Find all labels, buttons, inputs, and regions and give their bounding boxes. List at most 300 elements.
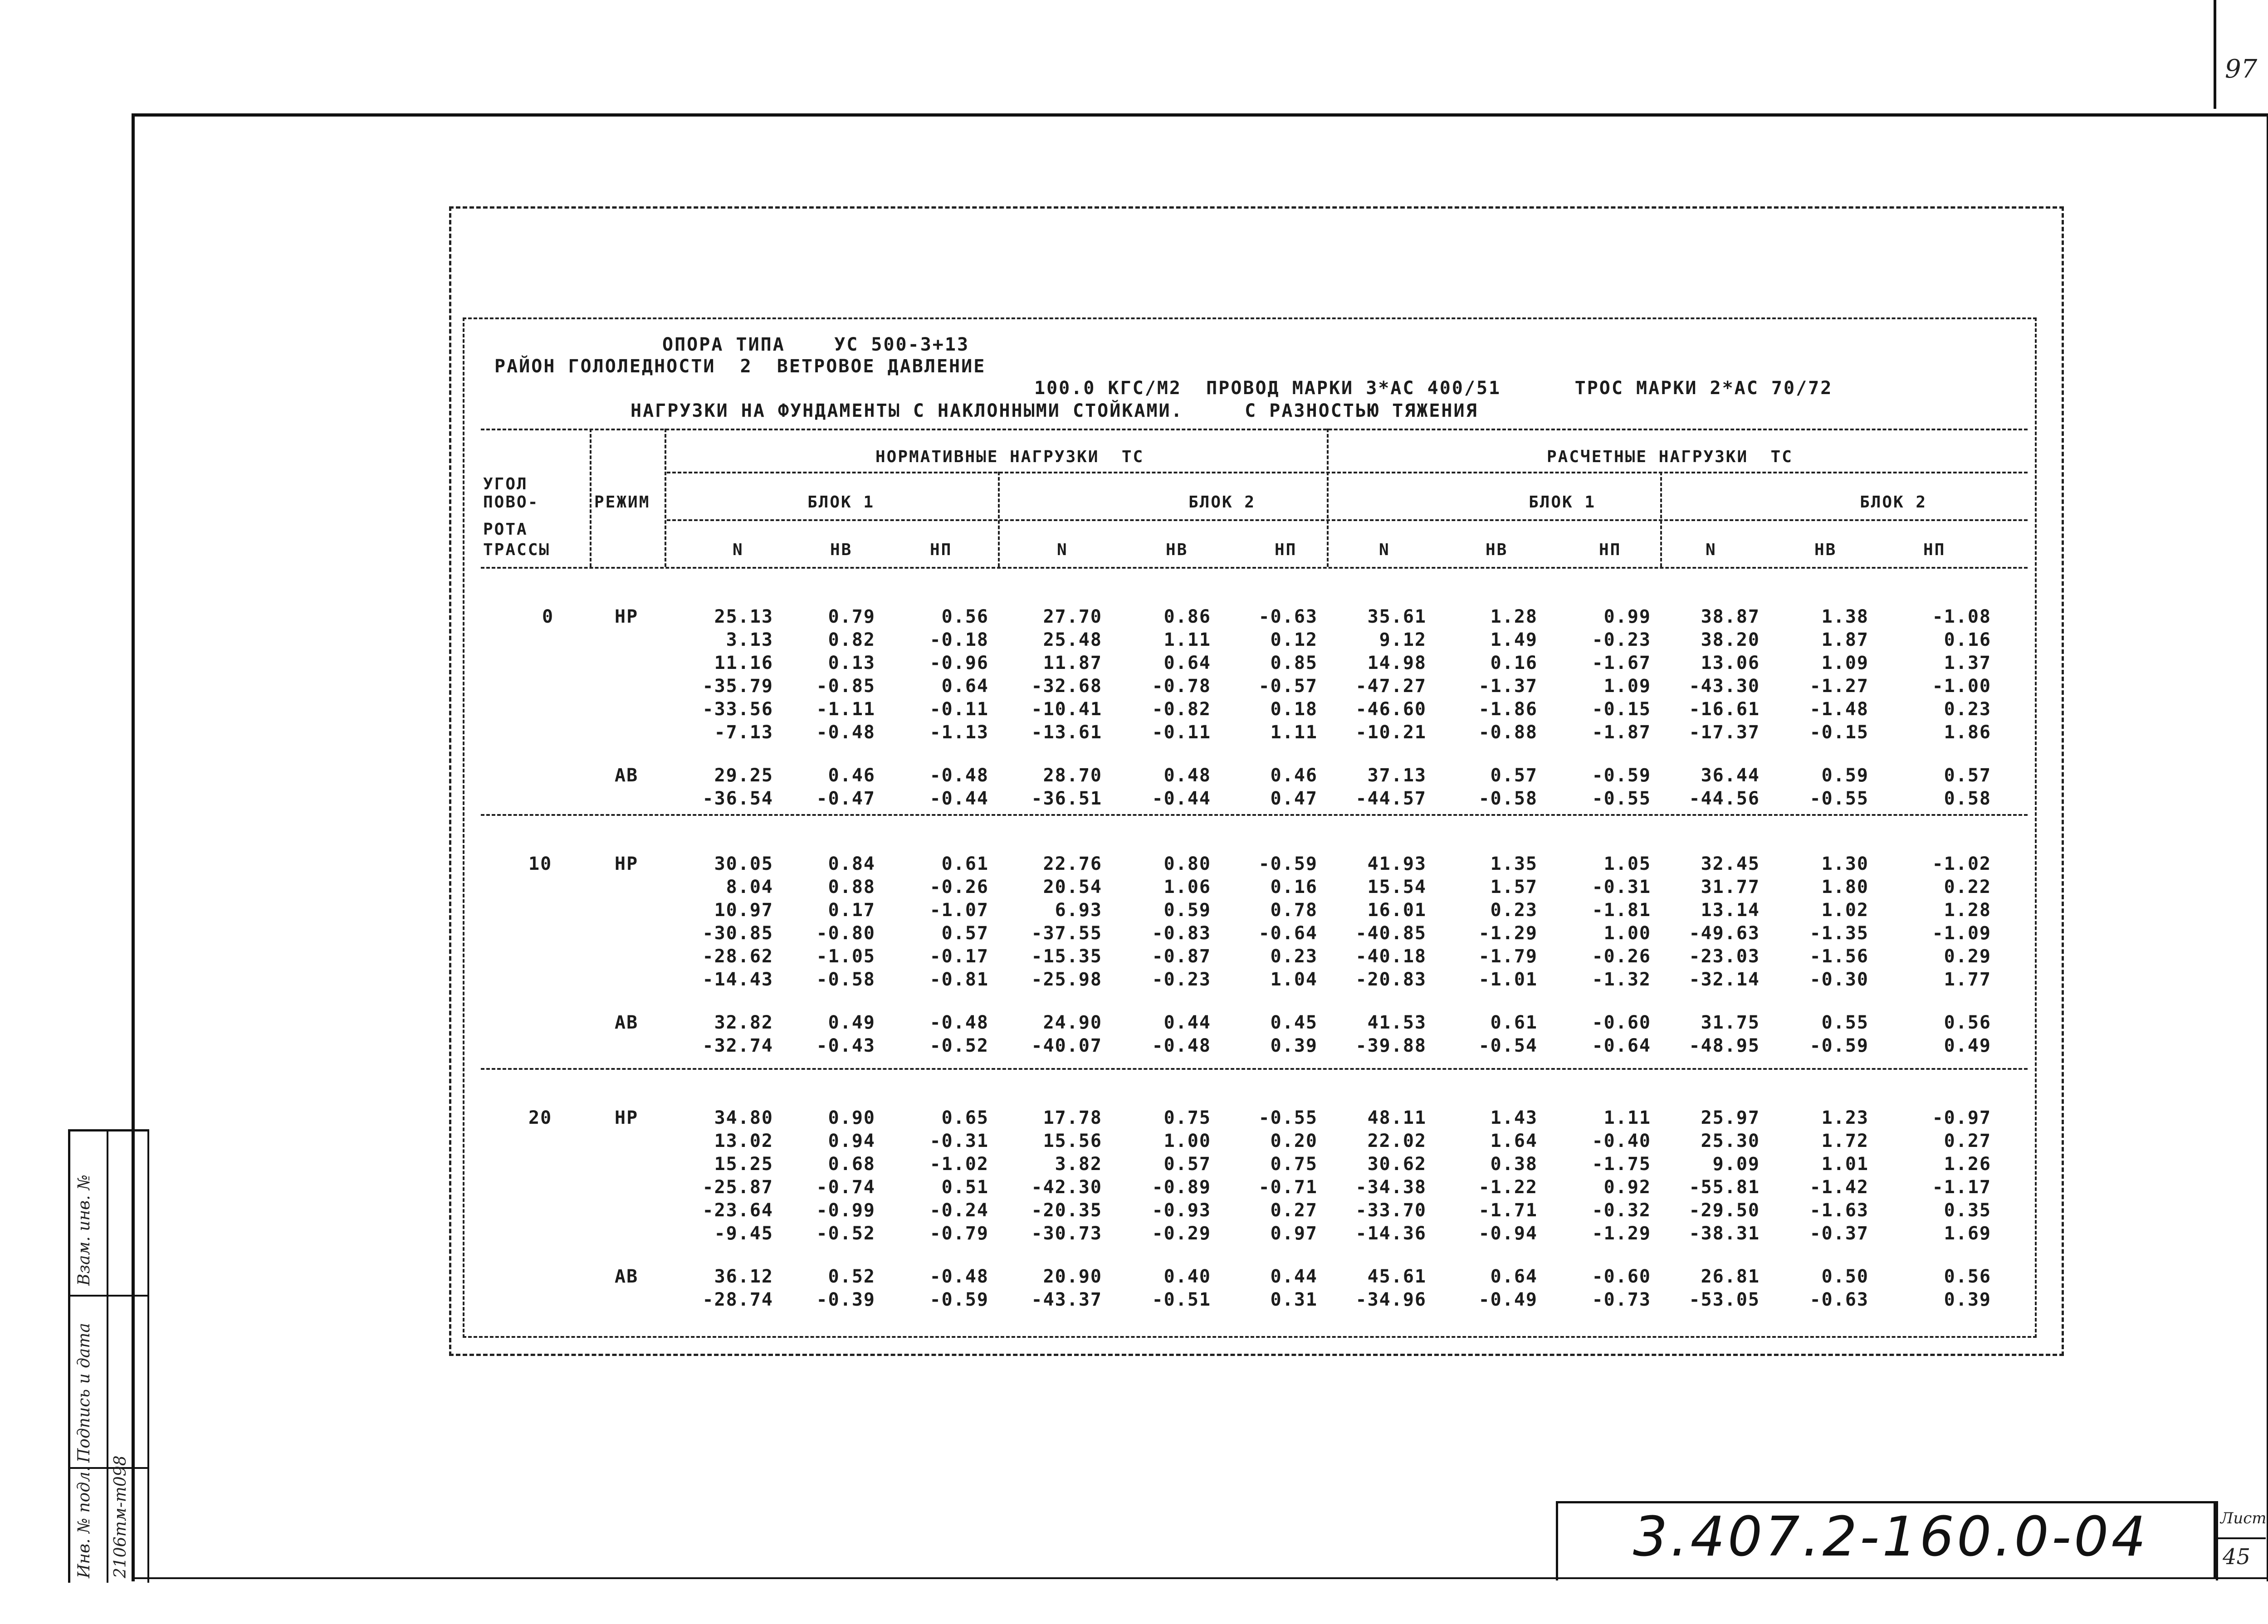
table-cell: 0.79 — [828, 606, 875, 627]
table-cell: 1.87 — [1821, 629, 1869, 650]
table-cell: 11.16 — [714, 653, 773, 673]
table-cell: -9.45 — [714, 1223, 773, 1244]
normative-block2-header: БЛОК 2 — [1188, 493, 1256, 512]
header-divider — [590, 429, 591, 567]
table-cell: 34.80 — [714, 1107, 773, 1128]
table-cell: -14.43 — [702, 969, 773, 990]
table-cell: -33.56 — [702, 699, 773, 720]
header-divider — [665, 429, 666, 567]
table-cell: -0.17 — [929, 946, 989, 967]
table-cell: -39.88 — [1355, 1035, 1427, 1056]
table-cell: -0.78 — [1152, 676, 1211, 697]
table-cell: 36.44 — [1701, 765, 1760, 786]
table-cell: -0.49 — [1478, 1289, 1538, 1310]
col-angle-label: РОТА — [483, 520, 528, 539]
table-cell: 0.65 — [941, 1107, 989, 1128]
table-cell: 1.43 — [1490, 1107, 1538, 1128]
table-cell: 27.70 — [1043, 606, 1102, 627]
col-np: НП — [1599, 541, 1622, 559]
angle-value: 10 — [528, 853, 552, 874]
col-angle-label: ТРАССЫ — [483, 541, 551, 559]
table-cell: 0.55 — [1821, 1012, 1869, 1033]
table-cell: 0.31 — [1270, 1289, 1318, 1310]
table-cell: -15.35 — [1031, 946, 1102, 967]
table-cell: 1.11 — [1270, 722, 1318, 743]
table-cell: -1.05 — [816, 946, 875, 967]
table-cell: 0.92 — [1603, 1177, 1651, 1198]
table-cell: -44.57 — [1355, 788, 1427, 809]
strip-inventory-value: 2106тм-т098 — [111, 1455, 130, 1578]
table-cell: 0.38 — [1490, 1154, 1538, 1175]
table-cell: -0.15 — [1809, 722, 1869, 743]
table-cell: -0.80 — [816, 923, 875, 944]
table-cell: -0.37 — [1809, 1223, 1869, 1244]
table-cell: -32.14 — [1689, 969, 1760, 990]
table-cell: -43.30 — [1689, 676, 1760, 697]
table-cell: -38.31 — [1689, 1223, 1760, 1244]
table-cell: -0.59 — [1592, 765, 1651, 786]
table-cell: -16.61 — [1689, 699, 1760, 720]
table-cell: -0.83 — [1152, 923, 1211, 944]
table-cell: -0.55 — [1592, 788, 1651, 809]
table-cell: 1.80 — [1821, 877, 1869, 897]
table-cell: -30.73 — [1031, 1223, 1102, 1244]
table-cell: -1.00 — [1932, 676, 1991, 697]
table-cell: 0.59 — [1821, 765, 1869, 786]
table-cell: -0.26 — [1592, 946, 1651, 967]
table-cell: -1.37 — [1478, 676, 1538, 697]
strip-inventory-label: Инв. № подл. — [75, 1466, 93, 1578]
table-cell: -0.52 — [929, 1035, 989, 1056]
table-cell: 0.12 — [1270, 629, 1318, 650]
col-n: N — [733, 541, 744, 559]
header-divider — [1660, 472, 1662, 567]
table-cell: -36.54 — [702, 788, 773, 809]
table-cell: 10.97 — [714, 900, 773, 921]
table-cell: -0.59 — [1809, 1035, 1869, 1056]
table-cell: -1.81 — [1592, 900, 1651, 921]
table-cell: -48.95 — [1689, 1035, 1760, 1056]
table-cell: 0.97 — [1270, 1223, 1318, 1244]
heading-support-type: ОПОРА ТИПА УС 500-3+13 — [662, 334, 970, 355]
col-nv: НВ — [1486, 541, 1508, 559]
corner-tick — [2214, 0, 2216, 109]
table-cell: 1.09 — [1821, 653, 1869, 673]
table-cell: 48.11 — [1367, 1107, 1427, 1128]
table-cell: -1.08 — [1932, 606, 1991, 627]
table-cell: -40.18 — [1355, 946, 1427, 967]
table-cell: -1.09 — [1932, 923, 1991, 944]
mode-value: АВ — [615, 765, 639, 786]
table-cell: 38.87 — [1701, 606, 1760, 627]
table-cell: 0.49 — [828, 1012, 875, 1033]
table-cell: 1.72 — [1821, 1131, 1869, 1151]
table-cell: 9.09 — [1712, 1154, 1760, 1175]
heading-wire-params: 100.0 КГС/М2 ПРОВОД МАРКИ 3*АС 400/51 ТРОС МАРКИ 2*АС 70/72 — [1034, 378, 1833, 399]
table-cell: 0.20 — [1270, 1131, 1318, 1151]
sheet-label: Лист — [2220, 1509, 2267, 1527]
table-cell: 0.47 — [1270, 788, 1318, 809]
table-cell: 15.54 — [1367, 877, 1427, 897]
table-cell: -1.63 — [1809, 1200, 1869, 1221]
table-cell: -0.31 — [1592, 877, 1651, 897]
table-cell: 13.06 — [1701, 653, 1760, 673]
table-cell: -0.60 — [1592, 1266, 1651, 1287]
table-cell: 0.75 — [1270, 1154, 1318, 1175]
table-cell: -10.21 — [1355, 722, 1427, 743]
header-line — [481, 567, 2028, 569]
table-cell: -30.85 — [702, 923, 773, 944]
table-cell: -1.67 — [1592, 653, 1651, 673]
table-cell: -55.81 — [1689, 1177, 1760, 1198]
table-cell: 0.51 — [941, 1177, 989, 1198]
table-cell: 0.46 — [1270, 765, 1318, 786]
table-cell: 0.99 — [1603, 606, 1651, 627]
table-cell: 26.81 — [1701, 1266, 1760, 1287]
table-cell: 13.02 — [714, 1131, 773, 1151]
table-cell: -0.47 — [816, 788, 875, 809]
table-cell: 0.75 — [1163, 1107, 1211, 1128]
table-cell: -1.02 — [929, 1154, 989, 1175]
archive-strip — [68, 1129, 149, 1583]
table-cell: -0.44 — [929, 788, 989, 809]
table-cell: 0.27 — [1270, 1200, 1318, 1221]
table-cell: -23.64 — [702, 1200, 773, 1221]
table-cell: 1.23 — [1821, 1107, 1869, 1128]
table-cell: 11.87 — [1043, 653, 1102, 673]
table-cell: -0.85 — [816, 676, 875, 697]
table-cell: -0.94 — [1478, 1223, 1538, 1244]
table-cell: -0.89 — [1152, 1177, 1211, 1198]
col-angle-label: ПОВО- — [483, 493, 539, 512]
header-divider — [1327, 429, 1329, 567]
strip-column-divider — [107, 1131, 108, 1583]
table-cell: 0.56 — [941, 606, 989, 627]
table-cell: -46.60 — [1355, 699, 1427, 720]
sheet-number: 45 — [2223, 1544, 2251, 1570]
table-cell: 0.52 — [828, 1266, 875, 1287]
col-n: N — [1706, 541, 1717, 559]
table-cell: 0.84 — [828, 853, 875, 874]
table-cell: -32.68 — [1031, 676, 1102, 697]
table-cell: -0.48 — [929, 1012, 989, 1033]
table-cell: 25.97 — [1701, 1107, 1760, 1128]
table-cell: -0.55 — [1258, 1107, 1318, 1128]
table-cell: 29.25 — [714, 765, 773, 786]
table-cell: -25.98 — [1031, 969, 1102, 990]
strip-replacement-label: Взам. инв. № — [75, 1174, 93, 1286]
table-cell: 0.44 — [1163, 1012, 1211, 1033]
design-loads-header: РАСЧЕТНЫЕ НАГРУЗКИ ТС — [1547, 448, 1793, 466]
table-cell: -0.71 — [1258, 1177, 1318, 1198]
table-cell: 0.57 — [1944, 765, 1991, 786]
group-separator — [481, 1068, 2028, 1070]
table-cell: 0.50 — [1821, 1266, 1869, 1287]
table-cell: 0.57 — [1163, 1154, 1211, 1175]
table-cell: 0.18 — [1270, 699, 1318, 720]
table-cell: 0.22 — [1944, 877, 1991, 897]
table-cell: -40.07 — [1031, 1035, 1102, 1056]
table-cell: 1.04 — [1270, 969, 1318, 990]
table-cell: 0.27 — [1944, 1131, 1991, 1151]
table-cell: -1.79 — [1478, 946, 1538, 967]
table-cell: -10.41 — [1031, 699, 1102, 720]
document-code: 3.407.2-160.0-04 — [1633, 1506, 2149, 1569]
table-cell: 1.11 — [1163, 629, 1211, 650]
table-cell: 22.02 — [1367, 1131, 1427, 1151]
mode-value: АВ — [615, 1012, 639, 1033]
table-cell: -1.87 — [1592, 722, 1651, 743]
table-cell: -1.32 — [1592, 969, 1651, 990]
table-cell: 31.77 — [1701, 877, 1760, 897]
table-cell: -0.23 — [1152, 969, 1211, 990]
table-cell: 45.61 — [1367, 1266, 1427, 1287]
table-cell: 0.56 — [1944, 1266, 1991, 1287]
table-cell: 1.11 — [1603, 1107, 1651, 1128]
table-cell: -1.27 — [1809, 676, 1869, 697]
table-cell: -0.59 — [1258, 853, 1318, 874]
design-block2-header: БЛОК 2 — [1860, 493, 1927, 512]
table-cell: -0.18 — [929, 629, 989, 650]
table-cell: 37.13 — [1367, 765, 1427, 786]
table-cell: 1.00 — [1163, 1131, 1211, 1151]
sheet-box-divider — [2216, 1537, 2266, 1539]
table-cell: 38.20 — [1701, 629, 1760, 650]
table-cell: -0.31 — [929, 1131, 989, 1151]
table-cell: 0.64 — [1490, 1266, 1538, 1287]
table-cell: 30.05 — [714, 853, 773, 874]
table-cell: -0.64 — [1258, 923, 1318, 944]
table-cell: -0.11 — [1152, 722, 1211, 743]
table-cell: -0.88 — [1478, 722, 1538, 743]
table-cell: 32.45 — [1701, 853, 1760, 874]
table-cell: 1.37 — [1944, 653, 1991, 673]
table-cell: -0.29 — [1152, 1223, 1211, 1244]
table-cell: -7.13 — [714, 722, 773, 743]
table-cell: -0.48 — [816, 722, 875, 743]
table-cell: 30.62 — [1367, 1154, 1427, 1175]
table-cell: 0.59 — [1163, 900, 1211, 921]
table-cell: -1.22 — [1478, 1177, 1538, 1198]
page-number: 97 — [2225, 54, 2258, 84]
table-cell: 0.39 — [1944, 1289, 1991, 1310]
table-cell: 0.48 — [1163, 765, 1211, 786]
table-cell: 25.48 — [1043, 629, 1102, 650]
heading-load-title: НАГРУЗКИ НА ФУНДАМЕНТЫ С НАКЛОННЫМИ СТОЙКАМИ. С РАЗНОСТЬЮ ТЯЖЕНИЯ — [631, 400, 1478, 421]
table-cell: -1.01 — [1478, 969, 1538, 990]
table-cell: 0.16 — [1944, 629, 1991, 650]
table-cell: -0.40 — [1592, 1131, 1651, 1151]
table-cell: 0.40 — [1163, 1266, 1211, 1287]
table-cell: -1.48 — [1809, 699, 1869, 720]
table-cell: 0.90 — [828, 1107, 875, 1128]
table-cell: -0.55 — [1809, 788, 1869, 809]
table-cell: 1.05 — [1603, 853, 1651, 874]
table-cell: -0.82 — [1152, 699, 1211, 720]
table-cell: 0.57 — [1490, 765, 1538, 786]
table-cell: 1.28 — [1944, 900, 1991, 921]
table-cell: -0.15 — [1592, 699, 1651, 720]
table-cell: 3.13 — [726, 629, 773, 650]
table-cell: 41.53 — [1367, 1012, 1427, 1033]
mode-value: НР — [615, 1107, 639, 1128]
table-cell: 1.57 — [1490, 877, 1538, 897]
table-cell: 1.26 — [1944, 1154, 1991, 1175]
table-cell: -0.48 — [929, 765, 989, 786]
table-cell: -13.61 — [1031, 722, 1102, 743]
table-cell: 0.17 — [828, 900, 875, 921]
table-cell: -53.05 — [1689, 1289, 1760, 1310]
angle-value: 0 — [542, 606, 554, 627]
table-cell: 0.85 — [1270, 653, 1318, 673]
table-cell: -0.93 — [1152, 1200, 1211, 1221]
table-cell: -0.52 — [816, 1223, 875, 1244]
table-cell: -0.23 — [1592, 629, 1651, 650]
table-cell: -1.56 — [1809, 946, 1869, 967]
col-n: N — [1057, 541, 1068, 559]
table-cell: 32.82 — [714, 1012, 773, 1033]
table-cell: -0.73 — [1592, 1289, 1651, 1310]
table-cell: -0.44 — [1152, 788, 1211, 809]
table-cell: -1.42 — [1809, 1177, 1869, 1198]
table-cell: 41.93 — [1367, 853, 1427, 874]
table-cell: 36.12 — [714, 1266, 773, 1287]
table-cell: -34.38 — [1355, 1177, 1427, 1198]
table-cell: -1.11 — [816, 699, 875, 720]
table-cell: -42.30 — [1031, 1177, 1102, 1198]
table-cell: -25.87 — [702, 1177, 773, 1198]
table-cell: 1.02 — [1821, 900, 1869, 921]
table-cell: 14.98 — [1367, 653, 1427, 673]
table-cell: 0.80 — [1163, 853, 1211, 874]
header-line — [667, 519, 2028, 521]
table-cell: -1.17 — [1932, 1177, 1991, 1198]
table-cell: -17.37 — [1689, 722, 1760, 743]
table-cell: -0.63 — [1258, 606, 1318, 627]
table-cell: -0.99 — [816, 1200, 875, 1221]
normative-block1-header: БЛОК 1 — [807, 493, 875, 512]
table-cell: -28.74 — [702, 1289, 773, 1310]
normative-loads-header: НОРМАТИВНЫЕ НАГРУЗКИ ТС — [875, 448, 1144, 466]
col-np: НП — [1923, 541, 1946, 559]
table-cell: 0.16 — [1270, 877, 1318, 897]
table-cell: 0.61 — [1490, 1012, 1538, 1033]
table-cell: -35.79 — [702, 676, 773, 697]
table-cell: 24.90 — [1043, 1012, 1102, 1033]
strip-signature-label: Подпись и дата — [75, 1323, 93, 1463]
table-cell: 1.35 — [1490, 853, 1538, 874]
table-cell: -1.29 — [1478, 923, 1538, 944]
heading-ice-wind: РАЙОН ГОЛОЛЕДНОСТИ 2 ВЕТРОВОЕ ДАВЛЕНИЕ — [494, 356, 986, 377]
table-cell: 35.61 — [1367, 606, 1427, 627]
table-cell: -1.71 — [1478, 1200, 1538, 1221]
table-cell: 1.69 — [1944, 1223, 1991, 1244]
table-cell: -1.86 — [1478, 699, 1538, 720]
table-cell: 0.46 — [828, 765, 875, 786]
table-cell: 0.82 — [828, 629, 875, 650]
table-cell: 1.09 — [1603, 676, 1651, 697]
table-cell: 17.78 — [1043, 1107, 1102, 1128]
table-cell: -34.96 — [1355, 1289, 1427, 1310]
table-cell: 13.14 — [1701, 900, 1760, 921]
table-cell: -20.35 — [1031, 1200, 1102, 1221]
table-cell: 0.68 — [828, 1154, 875, 1175]
mode-value: АВ — [615, 1266, 639, 1287]
table-cell: 0.78 — [1270, 900, 1318, 921]
table-cell: 1.38 — [1821, 606, 1869, 627]
table-cell: 20.90 — [1043, 1266, 1102, 1287]
table-cell: -37.55 — [1031, 923, 1102, 944]
table-cell: 1.00 — [1603, 923, 1651, 944]
table-cell: -0.58 — [816, 969, 875, 990]
table-cell: 0.23 — [1944, 699, 1991, 720]
table-cell: -40.85 — [1355, 923, 1427, 944]
table-cell: -0.96 — [929, 653, 989, 673]
table-cell: 15.56 — [1043, 1131, 1102, 1151]
table-cell: -47.27 — [1355, 676, 1427, 697]
table-cell: -1.75 — [1592, 1154, 1651, 1175]
table-cell: 22.76 — [1043, 853, 1102, 874]
table-cell: 3.82 — [1055, 1154, 1102, 1175]
table-cell: 0.49 — [1944, 1035, 1991, 1056]
table-cell: 0.57 — [941, 923, 989, 944]
table-cell: 28.70 — [1043, 765, 1102, 786]
table-cell: -33.70 — [1355, 1200, 1427, 1221]
table-cell: 0.16 — [1490, 653, 1538, 673]
header-divider — [998, 472, 1000, 567]
table-cell: -0.97 — [1932, 1107, 1991, 1128]
table-cell: -14.36 — [1355, 1223, 1427, 1244]
table-cell: 0.58 — [1944, 788, 1991, 809]
table-cell: 1.06 — [1163, 877, 1211, 897]
mode-value: НР — [615, 606, 639, 627]
table-cell: 25.30 — [1701, 1131, 1760, 1151]
design-block1-header: БЛОК 1 — [1529, 493, 1596, 512]
mode-value: НР — [615, 853, 639, 874]
group-separator — [481, 814, 2028, 816]
table-cell: 0.13 — [828, 653, 875, 673]
table-cell: -29.50 — [1689, 1200, 1760, 1221]
table-cell: 1.28 — [1490, 606, 1538, 627]
table-cell: -44.56 — [1689, 788, 1760, 809]
table-cell: 1.77 — [1944, 969, 1991, 990]
col-np: НП — [930, 541, 953, 559]
table-cell: 1.64 — [1490, 1131, 1538, 1151]
table-cell: 0.39 — [1270, 1035, 1318, 1056]
table-cell: -32.74 — [702, 1035, 773, 1056]
table-cell: 0.88 — [828, 877, 875, 897]
table-cell: -23.03 — [1689, 946, 1760, 967]
table-cell: -43.37 — [1031, 1289, 1102, 1310]
table-cell: 15.25 — [714, 1154, 773, 1175]
table-cell: -0.30 — [1809, 969, 1869, 990]
table-cell: -0.43 — [816, 1035, 875, 1056]
table-cell: 0.29 — [1944, 946, 1991, 967]
col-nv: НВ — [1814, 541, 1837, 559]
strip-row-divider — [70, 1295, 147, 1297]
table-cell: 0.64 — [941, 676, 989, 697]
table-cell: 0.44 — [1270, 1266, 1318, 1287]
col-n: N — [1379, 541, 1390, 559]
table-cell: -36.51 — [1031, 788, 1102, 809]
table-cell: -1.35 — [1809, 923, 1869, 944]
table-cell: 1.01 — [1821, 1154, 1869, 1175]
table-cell: -49.63 — [1689, 923, 1760, 944]
table-cell: -0.24 — [929, 1200, 989, 1221]
table-cell: 0.86 — [1163, 606, 1211, 627]
table-cell: -0.79 — [929, 1223, 989, 1244]
table-cell: -1.29 — [1592, 1223, 1651, 1244]
